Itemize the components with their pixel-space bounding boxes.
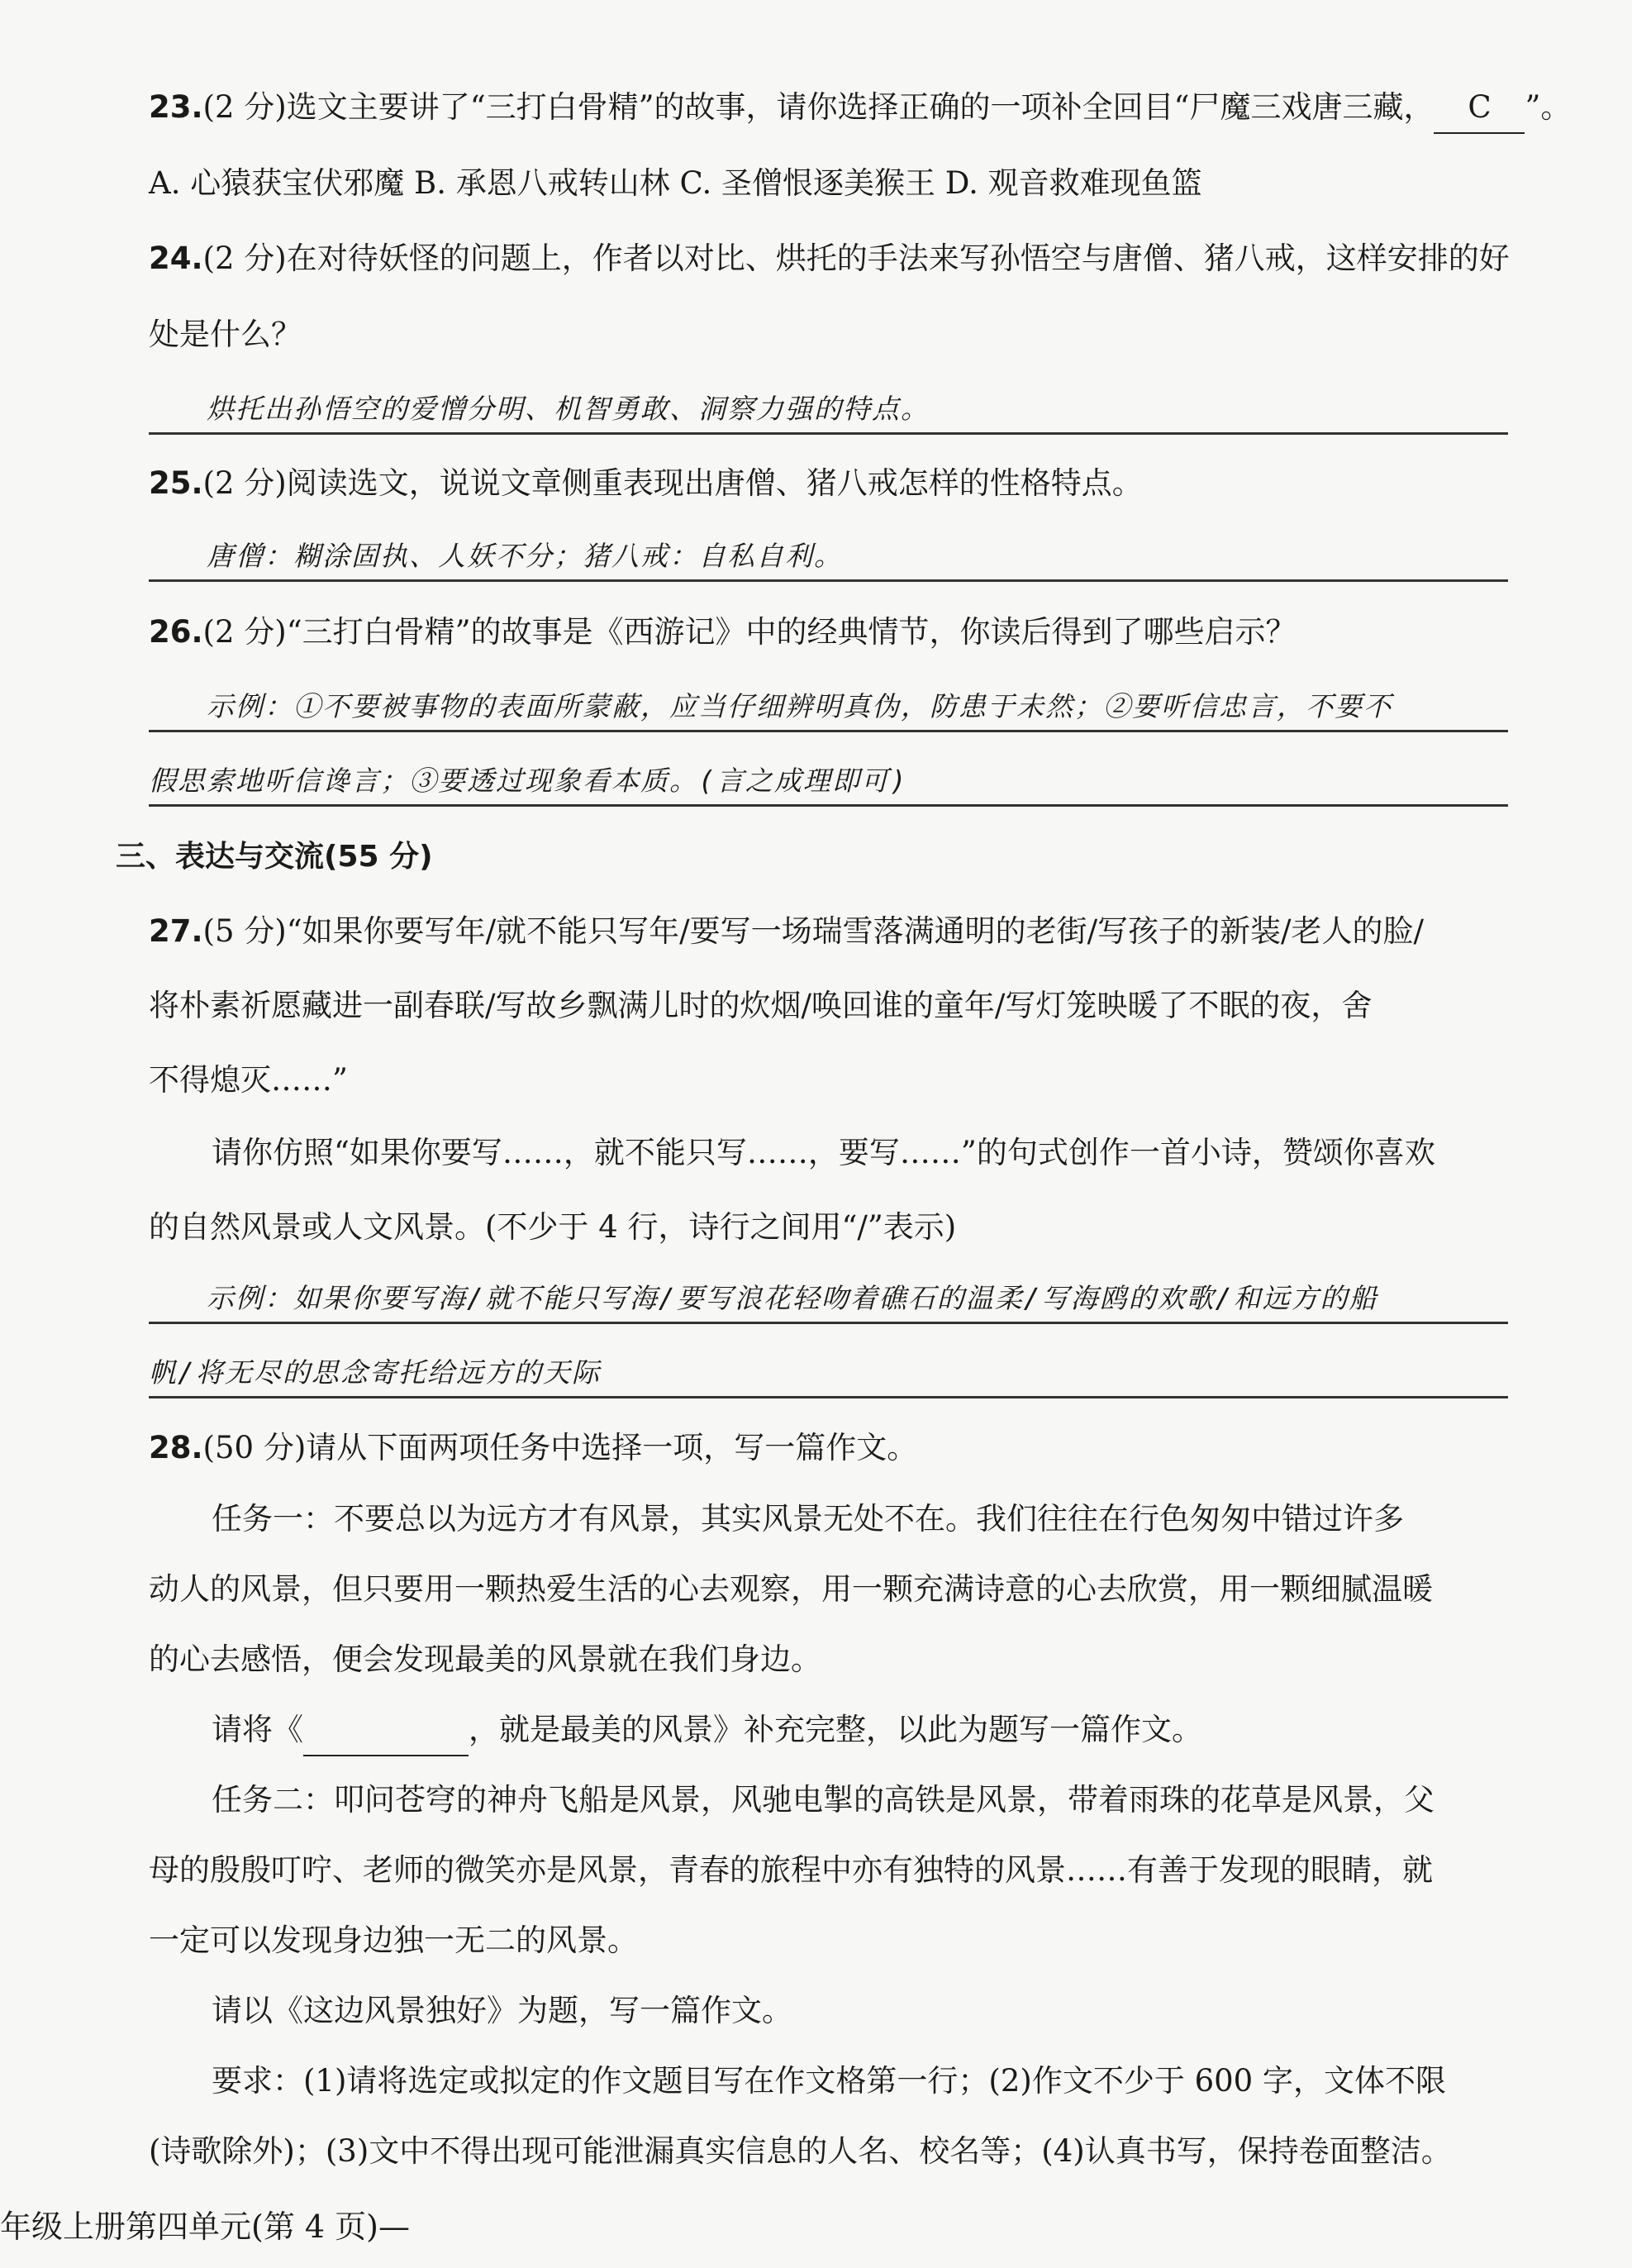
q23-options: A. 心猿获宝伏邪魔 B. 承恩八戒转山林 C. 圣僧恨逐美猴王 D. 观音救难现鱼篮 bbox=[149, 165, 1202, 201]
q28-task2-prompt: 请以《这边风景独好》为题，写一篇作文。 bbox=[212, 1993, 792, 2028]
q27-stem-line2: 将朴素祈愿藏进一副春联/写故乡飘满儿时的炊烟/唤回谁的童年/写灯笼映暖了不眠的夜，舍 bbox=[149, 988, 1373, 1023]
q28-task1-line1: 任务一：不要总以为远方才有风景，其实风景无处不在。我们往往在行色匆匆中错过许多 bbox=[212, 1501, 1404, 1537]
q25-number: 25. bbox=[149, 465, 203, 501]
q25-answer: 唐僧：糊涂固执、人妖不分；猪八戒：自私自利。 bbox=[149, 533, 1508, 582]
q28-stem bbox=[149, 1423, 1508, 1473]
q24-stem-line1 bbox=[149, 234, 1508, 284]
q28-requirements-line1: 要求：(1)请将选定或拟定的作文题目写在作文格第一行；(2)作文不少于 600 字，文体不限 bbox=[212, 2063, 1446, 2099]
q24-number: 24. bbox=[149, 241, 203, 276]
q27-stem-line1 bbox=[149, 907, 1508, 956]
q27-stem-line3: 不得熄灭……” bbox=[149, 1062, 348, 1098]
q24-text: (2 分)在对待妖怪的问题上，作者以对比、烘托的手法来写孙悟空与唐僧、猪八戒，这样安排的好 bbox=[202, 241, 1510, 276]
q28-task1-line3: 的心去感悟，便会发现最美的风景就在我们身边。 bbox=[149, 1641, 821, 1677]
q23-end: ”。 bbox=[1525, 89, 1572, 125]
q28-task1-prompt-a: 请将《 bbox=[212, 1712, 303, 1747]
q28-title-blank bbox=[303, 1705, 469, 1756]
q27-answer-line2: 帆/将无尽的思念寄托给远方的天际 bbox=[149, 1350, 1508, 1398]
q27-number: 27. bbox=[149, 913, 203, 949]
q26-number: 26. bbox=[149, 614, 203, 650]
q25-text: (2 分)阅读选文，说说文章侧重表现出唐僧、猪八戒怎样的性格特点。 bbox=[202, 465, 1143, 501]
q27-text: (5 分)“如果你要写年/就不能只写年/要写一场瑞雪落满通明的老街/写孩子的新装/老人的脸/ bbox=[202, 913, 1424, 949]
q23-answer-blank: C bbox=[1434, 83, 1525, 134]
section-3-title: 三、表达与交流(55 分) bbox=[116, 840, 433, 874]
q26-answer-line2: 假思索地听信谗言；③要透过现象看本质。(言之成理即可) bbox=[149, 758, 1508, 807]
q28-task1-prompt-b: ，就是最美的风景》补充完整，以此为题写一篇作文。 bbox=[469, 1712, 1202, 1747]
q23-stem bbox=[149, 83, 1572, 134]
q28-task1-line2: 动人的风景，但只要用一颗热爱生活的心去观察，用一颗充满诗意的心去欣赏，用一颗细腻温暖 bbox=[149, 1571, 1433, 1607]
q28-task2-line2: 母的殷殷叮咛、老师的微笑亦是风景，青春的旅程中亦有独特的风景……有善于发现的眼睛，就 bbox=[149, 1852, 1433, 1888]
q24-answer: 烘托出孙悟空的爱憎分明、机智勇敢、洞察力强的特点。 bbox=[149, 386, 1508, 435]
q28-task2-line1: 任务二：叩问苍穹的神舟飞船是风景，风驰电掣的高铁是风景，带着雨珠的花草是风景，父 bbox=[212, 1782, 1435, 1818]
page-footer: 年级上册第四单元(第 4 页)— bbox=[0, 2208, 410, 2245]
q28-task2-line3: 一定可以发现身边独一无二的风景。 bbox=[149, 1923, 638, 1958]
q25-stem bbox=[149, 459, 1508, 508]
q28-intro: (50 分)请从下面两项任务中选择一项，写一篇作文。 bbox=[202, 1430, 918, 1465]
q23-number: 23. bbox=[149, 89, 203, 125]
q26-stem bbox=[149, 608, 1508, 657]
q27-stem-line4: 请你仿照“如果你要写……，就不能只写……，要写……”的句式创作一首小诗，赞颂你喜欢 bbox=[212, 1135, 1435, 1170]
q23-text: (2 分)选文主要讲了“三打白骨精”的故事，请你选择正确的一项补全回目“尸魔三戏唐三藏， bbox=[202, 89, 1435, 125]
q27-stem-line5: 的自然风景或人文风景。(不少于 4 行，诗行之间用“/”表示) bbox=[149, 1209, 957, 1245]
q28-number: 28. bbox=[149, 1430, 203, 1465]
q26-text: (2 分)“三打白骨精”的故事是《西游记》中的经典情节，你读后得到了哪些启示？ bbox=[202, 614, 1297, 650]
q27-answer-line1: 示例：如果你要写海/就不能只写海/要写浪花轻吻着礁石的温柔/写海鸥的欢歌/和远方的船 bbox=[149, 1275, 1508, 1324]
q24-stem-line2: 处是什么？ bbox=[149, 317, 302, 352]
q28-task1-prompt bbox=[149, 1705, 1508, 1756]
q28-requirements-line2: (诗歌除外)；(3)文中不得出现可能泄漏真实信息的人名、校名等；(4)认真书写，保持卷面整洁。 bbox=[149, 2133, 1452, 2169]
q26-answer-line1: 示例：①不要被事物的表面所蒙蔽，应当仔细辨明真伪，防患于未然；②要听信忠言，不要不 bbox=[149, 684, 1508, 732]
